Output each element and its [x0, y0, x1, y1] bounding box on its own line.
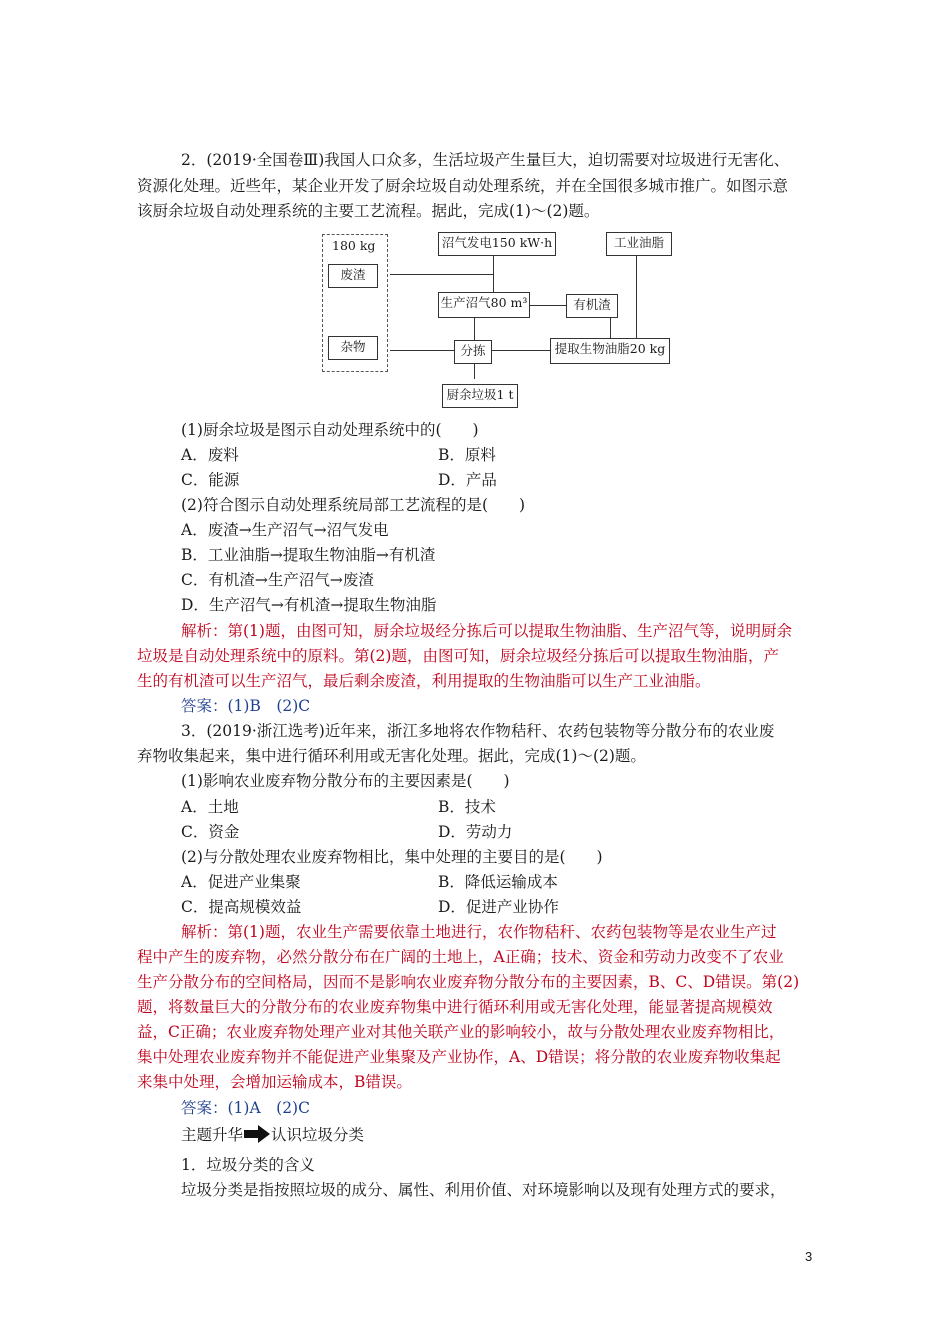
q3-analysis-line-3: 生产分散分布的空间格局，因而不是影响农业废弃物分散分布的主要因素，B、C、D错误。第(2)	[137, 973, 800, 991]
connector-residue-to-biogas	[390, 274, 494, 275]
q2-sub1-option-b: B．原料	[438, 446, 496, 464]
theme-item-1: 1．垃圾分类的含义	[181, 1156, 315, 1174]
q2-answer: 答案：(1)B (2)C	[181, 697, 311, 715]
q3-sub1-option-a: A．土地	[181, 798, 239, 816]
kitchen-waste-node: 厨余垃圾1 t	[442, 384, 518, 408]
theme-title: 认识垃圾分类	[271, 1126, 365, 1144]
organic-residue-node: 有机渣	[566, 294, 618, 318]
q2-sub2-question: (2)符合图示自动处理系统局部工艺流程的是( )	[181, 496, 526, 514]
q2-stem-line-1: 2．(2019·全国卷Ⅲ)我国人口众多，生活垃圾产生量巨大，迫切需要对垃圾进行无害化、	[181, 151, 790, 169]
q2-analysis-line-2: 垃圾是自动处理系统中的原料。第(2)题，由图可知，厨余垃圾经分拣后可以提取生物油脂，产	[137, 647, 779, 665]
q2-analysis-line-1: 解析：第(1)题，由图可知，厨余垃圾经分拣后可以提取生物油脂、生产沼气等，说明厨余	[181, 622, 792, 640]
theme-paragraph: 垃圾分类是指按照垃圾的成分、属性、利用价值、对环境影响以及现有处理方式的要求，	[181, 1181, 786, 1199]
q3-analysis-line-1: 解析：第(1)题，农业生产需要依靠土地进行，农作物秸秆、农药包装物等是农业生产过	[181, 923, 777, 941]
q2-analysis-line-3: 生的有机渣可以生产沼气，最后剩余废渣，利用提取的生物油脂可以生产工业油脂。	[137, 672, 711, 690]
q2-stem-line-3: 该厨余垃圾自动处理系统的主要工艺流程。据此，完成(1)～(2)题。	[137, 202, 600, 220]
q2-sub1-option-d: D．产品	[438, 471, 497, 489]
q3-sub1-option-d: D．劳动力	[438, 823, 513, 841]
q3-stem-line-2: 弃物收集起来，集中进行循环利用或无害化处理。据此，完成(1)～(2)题。	[137, 747, 646, 765]
q2-sub1-option-a: A．废料	[181, 446, 239, 464]
q3-sub1-question: (1)影响农业废弃物分散分布的主要因素是( )	[181, 772, 510, 790]
q3-sub1-option-c: C．资金	[181, 823, 240, 841]
q2-sub2-option-d: D．生产沼气→有机渣→提取生物油脂	[181, 596, 437, 614]
q3-analysis-line-6: 集中处理农业废弃物并不能促进产业集聚及产业协作，A、D错误；将分散的农业废弃物收集起	[137, 1048, 781, 1066]
connector-sorting-to-oil	[492, 350, 550, 351]
theme-heading	[181, 1125, 364, 1148]
q2-sub2-option-a: A．废渣→生产沼气→沼气发电	[181, 521, 389, 539]
q3-sub1-option-b: B．技术	[438, 798, 496, 816]
q2-stem-line-2: 资源化处理。近些年，某企业开发了厨余垃圾自动处理系统，并在全国很多城市推广。如图示意	[137, 177, 789, 195]
bold-right-arrow-icon	[244, 1125, 270, 1148]
q3-analysis-line-5: 益，C正确；农业废弃物处理产业对其他关联产业的影响较小，故与分散处理农业废弃物相比，	[137, 1023, 785, 1041]
page-number: 3	[805, 1249, 813, 1264]
biogas-power-node: 沼气发电150 kW·h	[438, 232, 556, 256]
q3-analysis-line-7: 来集中处理，会增加运输成本，B错误。	[137, 1073, 412, 1091]
q2-sub2-option-b: B．工业油脂→提取生物油脂→有机渣	[181, 546, 436, 564]
q3-sub2-option-c: C．提高规模效益	[181, 898, 302, 916]
q3-sub2-option-a: A．促进产业集聚	[181, 873, 301, 891]
q3-stem-line-1: 3．(2019·浙江选考)近年来，浙江多地将农作物秸秆、农药包装物等分散分布的农业废	[181, 722, 775, 740]
process-flow-diagram	[318, 226, 698, 412]
weight-label: 180 kg	[332, 238, 376, 253]
biogas-production-node: 生产沼气80 m³	[438, 292, 530, 318]
debris-node: 杂物	[328, 336, 378, 360]
q2-sub1-option-c: C．能源	[181, 471, 240, 489]
bio-oil-extraction-node: 提取生物油脂20 kg	[550, 338, 670, 364]
industrial-oil-node: 工业油脂	[606, 232, 672, 256]
connector-biogas-to-sorting	[474, 318, 475, 340]
q2-sub2-option-c: C．有机渣→生产沼气→废渣	[181, 571, 374, 589]
q3-answer: 答案：(1)A (2)C	[181, 1099, 310, 1117]
q3-sub2-question: (2)与分散处理农业废弃物相比，集中处理的主要目的是( )	[181, 848, 603, 866]
connector-industrial-to-oil	[636, 254, 637, 340]
q3-sub2-option-b: B．降低运输成本	[438, 873, 558, 891]
q3-analysis-line-2: 程中产生的废弃物，必然分散分布在广阔的土地上，A正确；技术、资金和劳动力改变不了农业	[137, 948, 784, 966]
theme-prefix: 主题升华	[181, 1126, 244, 1144]
sorting-node: 分拣	[454, 340, 492, 364]
q2-sub1-question: (1)厨余垃圾是图示自动处理系统中的( )	[181, 421, 479, 439]
connector-power-to-biogas	[493, 256, 494, 292]
q3-sub2-option-d: D．促进产业协作	[438, 898, 559, 916]
connector-biogas-to-organic	[530, 305, 566, 306]
waste-residue-node: 废渣	[328, 264, 378, 288]
q3-analysis-line-4: 题，将数量巨大的分散分布的农业废弃物集中进行循环利用或无害化处理，能显著提高规模效	[137, 998, 773, 1016]
connector-organic-to-oil	[610, 317, 611, 339]
